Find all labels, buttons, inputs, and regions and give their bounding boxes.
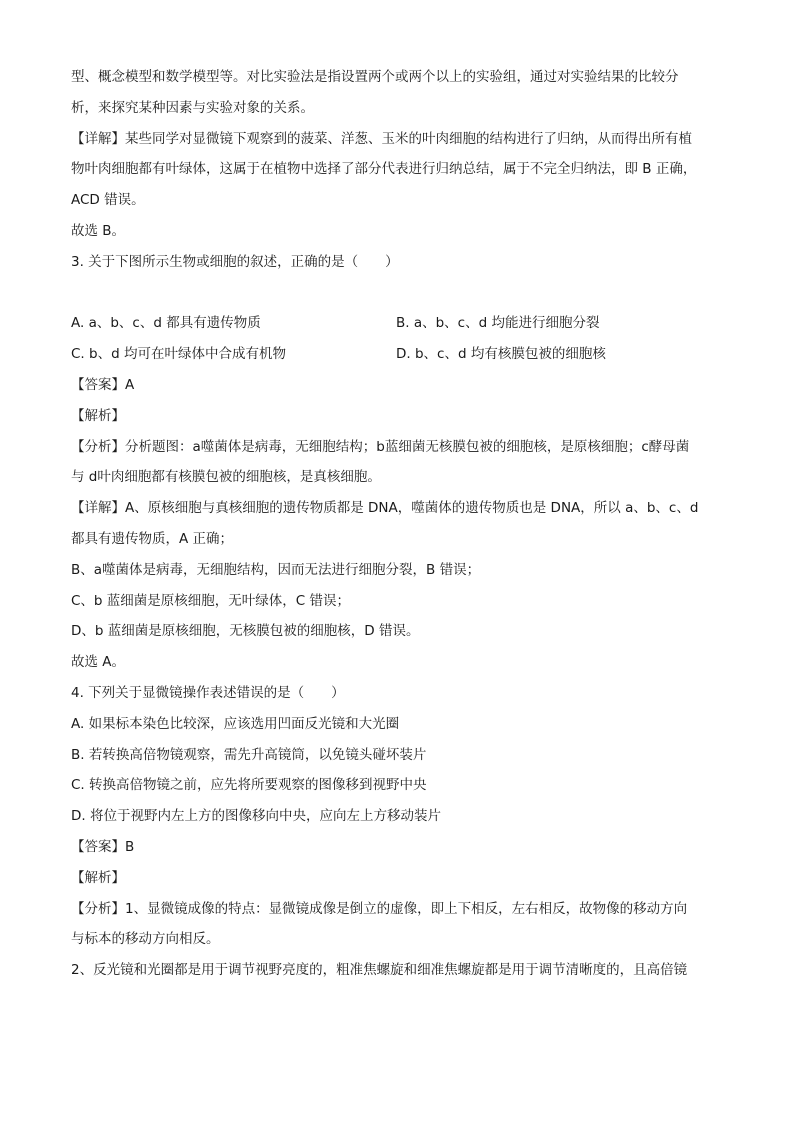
text-line: B、a噬菌体是病毒，无细胞结构，因而无法进行细胞分裂，B 错误； <box>71 561 481 578</box>
question-4-stem: 4. 下列关于显微镜操作表述错误的是（ ） <box>71 684 345 701</box>
question-3-stem: 3. 关于下图所示生物或细胞的叙述，正确的是（ ） <box>71 253 399 270</box>
option-c: C. b、d 均可在叶绿体中合成有机物 <box>71 346 286 363</box>
text-line: 【分析】1、显微镜成像的特点：显微镜成像是倒立的虚像，即上下相反，左右相反，故物像的移动方向 <box>71 900 688 917</box>
text-line: 与标本的移动方向相反。 <box>71 931 220 948</box>
document-page <box>71 62 721 986</box>
figure-gap <box>71 278 721 309</box>
text-line: 故选 B。 <box>71 222 126 239</box>
text-line: C、b 蓝细菌是原核细胞，无叶绿体，C 错误； <box>71 592 351 609</box>
text-line: 析，来探究某种因素与实验对象的关系。 <box>71 99 314 116</box>
option-b: B. 若转换高倍物镜观察，需先升高镜筒，以免镜头碰坏装片 <box>71 746 427 763</box>
option-c: C. 转换高倍物镜之前，应先将所要观察的图像移到视野中央 <box>71 777 427 794</box>
text-line: 都具有遗传物质，A 正确； <box>71 530 234 547</box>
text-line: 【详解】某些同学对显微镜下观察到的菠菜、洋葱、玉米的叶肉细胞的结构进行了归纳，从而得出所有植 <box>71 130 692 147</box>
option-a: A. a、b、c、d 都具有遗传物质 <box>71 315 261 332</box>
analysis-label: 【解析】 <box>71 407 125 424</box>
text-line: 【详解】A、原核细胞与真核细胞的遗传物质都是 DNA，噬菌体的遗传物质也是 DNA，所以 a、b、c、d <box>71 500 699 517</box>
answer-label: 【答案】B <box>71 838 135 855</box>
text-line: D、b 蓝细菌是原核细胞，无核膜包被的细胞核，D 错误。 <box>71 623 420 640</box>
option-d: D. 将位于视野内左上方的图像移向中央，应向左上方移动装片 <box>71 808 441 825</box>
question-3-options-row-1 <box>71 308 721 339</box>
option-d: D. b、c、d 均有核膜包被的细胞核 <box>396 346 606 363</box>
text-line: ACD 错误。 <box>71 192 145 209</box>
text-line: 与 d叶肉细胞都有核膜包被的细胞核，是真核细胞。 <box>71 469 381 486</box>
question-3-options-row-2 <box>71 339 721 370</box>
text-line: 型、概念模型和数学模型等。对比实验法是指设置两个或两个以上的实验组，通过对实验结果的比较分 <box>71 69 679 85</box>
option-a: A. 如果标本染色比较深，应该选用凹面反光镜和大光圈 <box>71 715 400 732</box>
text-line: 2、反光镜和光圈都是用于调节视野亮度的，粗准焦螺旋和细准焦螺旋都是用于调节清晰度的，且高倍镜 <box>71 962 688 979</box>
text-line: 【分析】分析题图：a噬菌体是病毒，无细胞结构；b蓝细菌无核膜包被的细胞核，是原核细胞；c酵母菌 <box>71 438 690 455</box>
text-line: 故选 A。 <box>71 654 126 671</box>
answer-label: 【答案】A <box>71 376 135 393</box>
option-b: B. a、b、c、d 均能进行细胞分裂 <box>396 315 600 332</box>
text-line: 物叶肉细胞都有叶绿体，这属于在植物中选择了部分代表进行归纳总结，属于不完全归纳法，即 B 正确， <box>71 161 697 178</box>
analysis-label: 【解析】 <box>71 869 125 886</box>
